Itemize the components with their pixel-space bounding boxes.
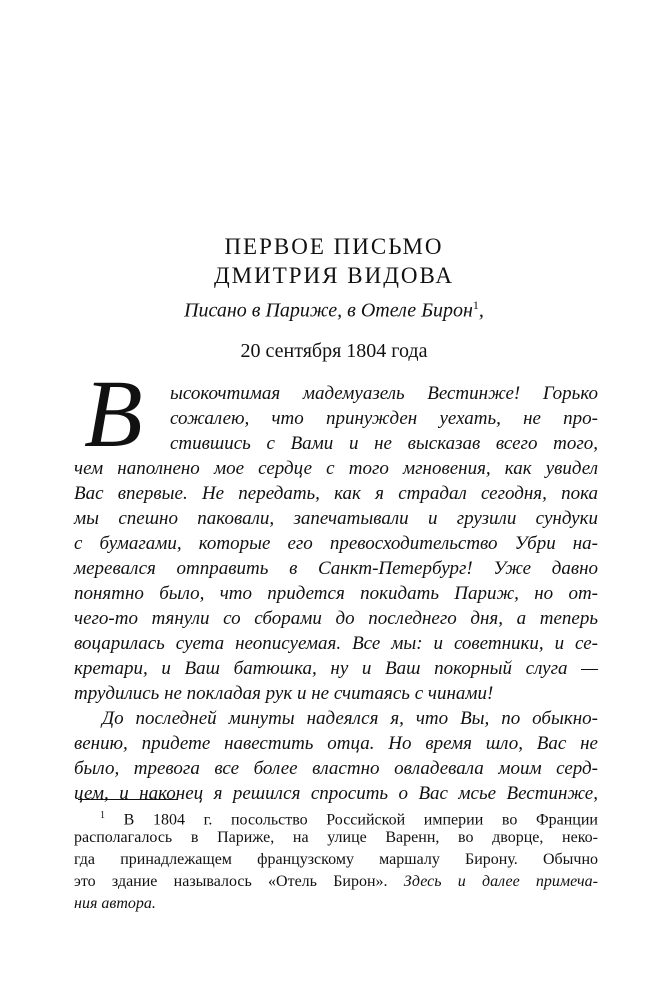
body-line: чего-то тянули со сборами до последнего дня, а теперь <box>74 608 598 629</box>
body-line: вению, придете навестить отца. Но время шло, Вас не <box>74 733 598 754</box>
footnote-number: 1 <box>100 810 105 821</box>
footnote-divider <box>78 799 178 800</box>
svg-text:В: В <box>84 374 143 456</box>
body-line: чем наполнено мое сердце с того мгновения, как увидел <box>74 458 598 479</box>
body-line: воцарилась суета неописуемая. Все мы: и советники, и се- <box>74 633 598 654</box>
chapter-subtitle <box>0 298 668 323</box>
body-line: трудились не покладая рук и не считаясь с чинами! <box>74 683 494 704</box>
body-line: было, тревога все более властно овладевала моим серд- <box>74 758 598 779</box>
footnote-reference: 1 <box>472 298 479 312</box>
subtitle-text: Писано в Париже, в Отеле Бирон <box>184 299 473 322</box>
letter-date: 20 сентября 1804 года <box>240 340 428 362</box>
subtitle-trailing: , <box>478 299 484 322</box>
body-line: цем, и наконец я решился спросить о Вас мсье Вестинже, <box>74 783 598 804</box>
body-line: Вас впервые. Не передать, как я страдал сегодня, пока <box>74 483 598 504</box>
body-line: с бумагами, которые его превосходительство Убри на- <box>74 533 598 554</box>
chapter-title-line-2: ДМИТРИЯ ВИДОВА <box>213 263 455 288</box>
footnote-line: гда принадлежащем французскому маршалу Бирону. Обычно <box>74 851 598 868</box>
body-line: понятно было, что придется покидать Париж, но от- <box>74 583 598 604</box>
drop-cap-letter <box>82 374 164 456</box>
body-line: ысокочтимая мадемуазель Вестинже! Горько <box>170 383 598 404</box>
footnote-line: это здание называлось «Отель Бирон». Здесь и далее примеча- <box>74 873 598 890</box>
body-line: сожалею, что принужден уехать, не про- <box>170 408 598 429</box>
body-line: кретари, и Ваш батюшка, ну и Ваш покорный слуга — <box>74 658 598 679</box>
body-line: До последней минуты надеялся я, что Вы, по обыкно- <box>102 708 598 729</box>
body-line: стившись с Вами и не высказав всего того, <box>170 433 598 454</box>
chapter-title-line-1: ПЕРВОЕ ПИСЬМО <box>224 234 444 259</box>
body-line: меревался отправить в Санкт-Петербург! Уже давно <box>74 558 598 579</box>
footnote-line: ния автора. <box>74 895 156 912</box>
body-line: мы спешно паковали, запечатывали и грузили сундуки <box>74 508 598 529</box>
footnote-line: располагалось в Париже, на улице Варенн, во дворце, неко- <box>74 829 598 846</box>
footnote-line: $^1$ В 1804 г. посольство Российской империи во Франции <box>100 810 598 829</box>
